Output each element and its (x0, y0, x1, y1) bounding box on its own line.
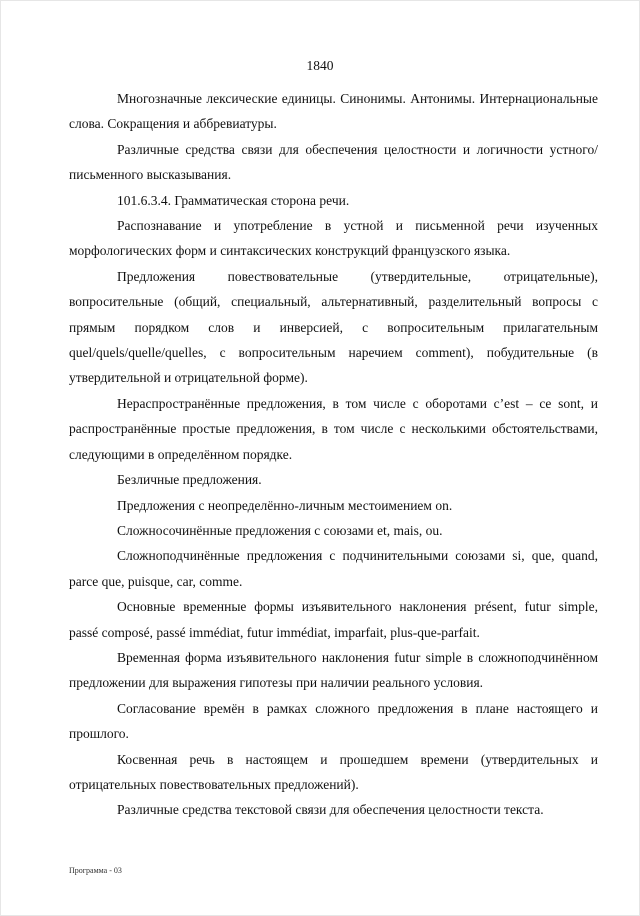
paragraph-tense-forms: Основные временные формы изъявительного наклонения présent, futur simple, passé composé, passé immédiat, futur immédiat, imparfait, plus-que-parfait. (69, 599, 598, 640)
paragraph-connection-means: Различные средства связи для обеспечения целостности и логичности устного/письменного высказывания. (69, 141, 598, 183)
page-footer: Программа - 03 (69, 866, 122, 875)
paragraph-indirect-speech: Косвенная речь в настоящем и прошедшем времени (утвердительных и отрицательных повествовательных предложений). (69, 751, 598, 792)
paragraph-lexical-units: Многозначные лексические единицы. Синонимы. Антонимы. Интернациональные слова. Сокращения и аббревиатуры. (69, 91, 598, 132)
paragraph-complex: Сложноподчинённые предложения с подчинительными союзами si, que, quand, parce que, puisque, car, comme. (69, 548, 598, 589)
paragraph-indefinite-personal: Предложения с неопределённо-личным местоимением on. (117, 497, 453, 513)
paragraph-sequence-of-tenses: Согласование времён в рамках сложного предложения в плане настоящего и прошлого. (69, 700, 598, 742)
paragraph-sentence-types: Предложения повествовательные (утвердительные, отрицательные), вопросительные (общий, специальный, альтернативный, разделительный вопросы с прямым порядком слов и инверсией, с вопросительным прилагательным quel/quels/quelle/quelles, с вопросительным наречием comment), побудительные (в утвердительной и отрицательной форме). (69, 268, 598, 386)
paragraph-compound: Сложносочинённые предложения с союзами et, mais, ou. (117, 522, 443, 538)
section-heading-grammar: 101.6.3.4. Грамматическая сторона речи. (117, 192, 350, 208)
paragraph-recognition: Распознавание и употребление в устной и письменной речи изученных морфологических форм и синтаксических конструкций французского языка. (69, 218, 598, 259)
page-number: 1840 (306, 58, 334, 73)
paragraph-impersonal: Безличные предложения. (117, 472, 262, 488)
paragraph-futur-simple: Временная форма изъявительного наклонения futur simple в сложноподчинённом предложении для выражения гипотезы при наличии реального условия. (69, 649, 598, 691)
paragraph-text-cohesion: Различные средства текстовой связи для обеспечения целостности текста. (117, 802, 544, 818)
document-body (69, 86, 598, 823)
paragraph-simple-sentences: Нераспространённые предложения, в том числе с оборотами c’est – ce sont, и распространённые простые предложения, в том числе с несколькими обстоятельствами, следующими в определённом порядке. (69, 395, 598, 462)
